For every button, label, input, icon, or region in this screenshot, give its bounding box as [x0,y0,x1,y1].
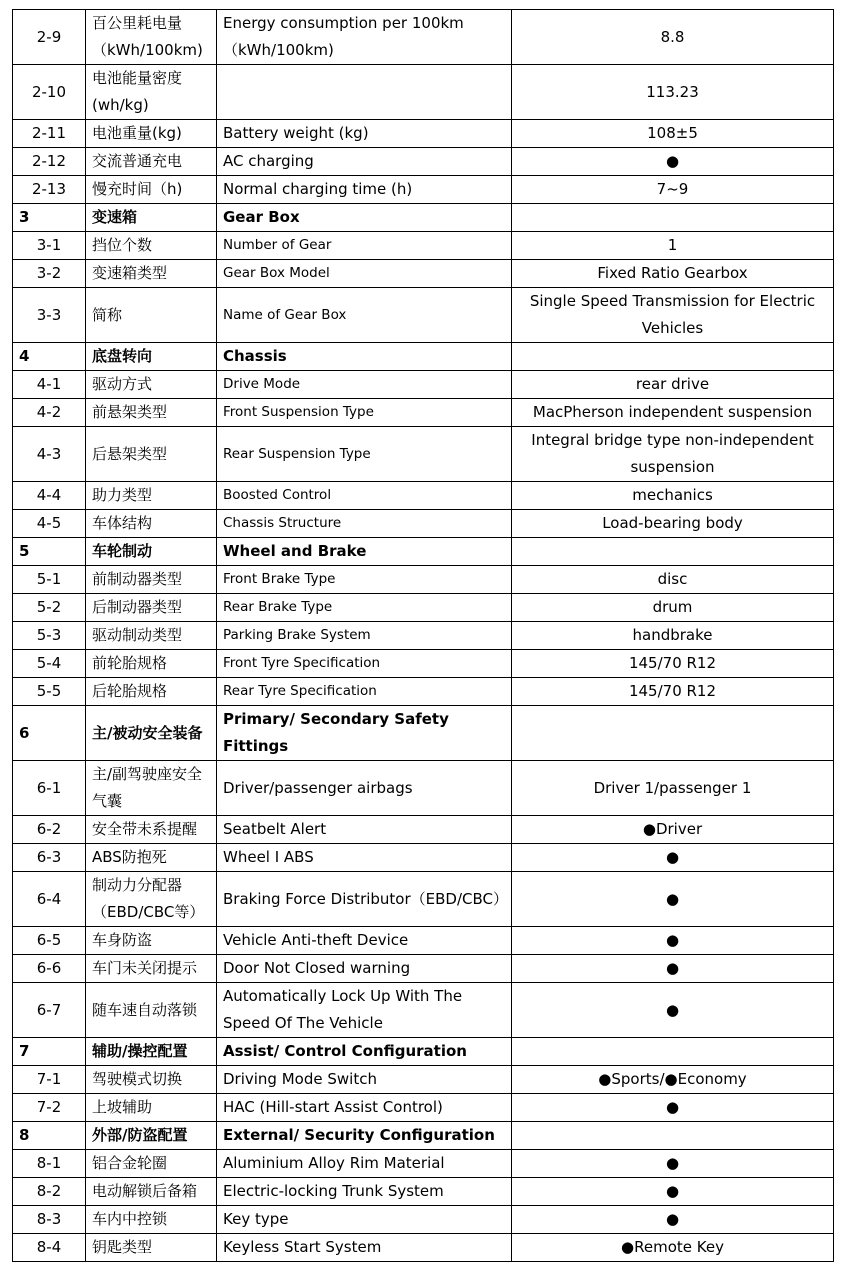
section-row [13,204,834,232]
spec-value: ● [512,844,834,872]
spec-value: 8.8 [512,10,834,65]
chinese-name: 驱动制动类型 [86,622,217,650]
spec-value: Load-bearing body [512,510,834,538]
chinese-name: 上坡辅助 [86,1094,217,1122]
chinese-name: 变速箱类型 [86,260,217,288]
item-number: 5-4 [13,650,86,678]
spec-value [512,204,834,232]
section-row [13,706,834,761]
english-name: Front Brake Type [217,566,512,594]
english-name: Gear Box Model [217,260,512,288]
english-name: Seatbelt Alert [217,816,512,844]
english-name: Rear Suspension Type [217,427,512,482]
english-name: Number of Gear [217,232,512,260]
item-number: 6-5 [13,927,86,955]
spec-value: 108±5 [512,120,834,148]
chinese-name: 前制动器类型 [86,566,217,594]
table-row [13,65,834,120]
english-name: Energy consumption per 100km （kWh/100km) [217,10,512,65]
spec-value: ● [512,927,834,955]
item-number: 2-12 [13,148,86,176]
table-row [13,399,834,427]
chinese-name: 助力类型 [86,482,217,510]
table-row [13,1094,834,1122]
chinese-name: 后制动器类型 [86,594,217,622]
item-number: 3-2 [13,260,86,288]
spec-value: ● [512,1206,834,1234]
english-name: Braking Force Distributor（EBD/CBC） [217,872,512,927]
item-number: 5-1 [13,566,86,594]
chinese-name: 主/被动安全装备 [86,706,217,761]
item-number: 4-1 [13,371,86,399]
chinese-name: 主/副驾驶座安全气囊 [86,761,217,816]
chinese-name: 电池能量密度(wh/kg) [86,65,217,120]
english-name: Normal charging time (h) [217,176,512,204]
item-number: 3-1 [13,232,86,260]
english-name: Battery weight (kg) [217,120,512,148]
english-name: Wheel and Brake [217,538,512,566]
table-row [13,844,834,872]
table-row [13,260,834,288]
item-number: 6-4 [13,872,86,927]
table-row [13,955,834,983]
item-number: 4 [13,343,86,371]
chinese-name: 变速箱 [86,204,217,232]
spec-sheet [12,9,833,1262]
chinese-name: 车内中控锁 [86,1206,217,1234]
spec-value: ● [512,983,834,1038]
section-row [13,1122,834,1150]
chinese-name: 简称 [86,288,217,343]
english-name: Gear Box [217,204,512,232]
item-number: 6-3 [13,844,86,872]
item-number: 8-2 [13,1178,86,1206]
chinese-name: 挡位个数 [86,232,217,260]
specification-table-body [13,10,834,1262]
chinese-name: 百公里耗电量（kWh/100km) [86,10,217,65]
item-number: 5-2 [13,594,86,622]
chinese-name: 驱动方式 [86,371,217,399]
spec-value [512,538,834,566]
table-row [13,650,834,678]
english-name: Aluminium Alloy Rim Material [217,1150,512,1178]
item-number: 4-2 [13,399,86,427]
table-row [13,1178,834,1206]
table-row [13,232,834,260]
item-number: 6-2 [13,816,86,844]
item-number: 7-1 [13,1066,86,1094]
spec-value: ● [512,872,834,927]
table-row [13,176,834,204]
section-row [13,343,834,371]
english-name: Primary/ Secondary Safety Fittings [217,706,512,761]
spec-value: 145/70 R12 [512,650,834,678]
english-name: Door Not Closed warning [217,955,512,983]
table-row [13,816,834,844]
chinese-name: 前悬架类型 [86,399,217,427]
item-number: 7-2 [13,1094,86,1122]
spec-value [512,1122,834,1150]
spec-value: ● [512,1178,834,1206]
table-row [13,761,834,816]
chinese-name: 交流普通充电 [86,148,217,176]
chinese-name: 驾驶模式切换 [86,1066,217,1094]
english-name: Front Tyre Specification [217,650,512,678]
spec-value: handbrake [512,622,834,650]
item-number: 2-11 [13,120,86,148]
spec-value: ●Sports/●Economy [512,1066,834,1094]
spec-value [512,1038,834,1066]
table-row [13,983,834,1038]
chinese-name: 辅助/操控配置 [86,1038,217,1066]
spec-value: rear drive [512,371,834,399]
specification-table [12,9,834,1262]
item-number: 3 [13,204,86,232]
table-row [13,1150,834,1178]
english-name: Driver/passenger airbags [217,761,512,816]
spec-value: disc [512,566,834,594]
item-number: 3-3 [13,288,86,343]
spec-value: mechanics [512,482,834,510]
table-row [13,371,834,399]
item-number: 7 [13,1038,86,1066]
table-row [13,1066,834,1094]
english-name: Boosted Control [217,482,512,510]
table-row [13,678,834,706]
spec-value: drum [512,594,834,622]
spec-value [512,343,834,371]
item-number: 4-5 [13,510,86,538]
table-row [13,482,834,510]
table-row [13,10,834,65]
english-name: Electric-locking Trunk System [217,1178,512,1206]
item-number: 2-10 [13,65,86,120]
table-row [13,427,834,482]
chinese-name: 制动力分配器（EBD/CBC等） [86,872,217,927]
table-row [13,566,834,594]
item-number: 8-4 [13,1234,86,1262]
item-number: 4-3 [13,427,86,482]
english-name: Drive Mode [217,371,512,399]
english-name: Parking Brake System [217,622,512,650]
item-number: 4-4 [13,482,86,510]
chinese-name: 外部/防盗配置 [86,1122,217,1150]
chinese-name: 底盘转向 [86,343,217,371]
english-name: Name of Gear Box [217,288,512,343]
spec-value: 113.23 [512,65,834,120]
spec-value: ● [512,148,834,176]
item-number: 5-5 [13,678,86,706]
item-number: 8-3 [13,1206,86,1234]
chinese-name: 后轮胎规格 [86,678,217,706]
english-name: Key type [217,1206,512,1234]
english-name: Keyless Start System [217,1234,512,1262]
table-row [13,148,834,176]
english-name: Rear Brake Type [217,594,512,622]
spec-value: MacPherson independent suspension [512,399,834,427]
english-name: Assist/ Control Configuration [217,1038,512,1066]
item-number: 2-13 [13,176,86,204]
chinese-name: ABS防抱死 [86,844,217,872]
item-number: 5 [13,538,86,566]
english-name: Vehicle Anti-theft Device [217,927,512,955]
section-row [13,1038,834,1066]
spec-value: 1 [512,232,834,260]
table-row [13,1206,834,1234]
english-name: Automatically Lock Up With The Speed Of The Vehicle [217,983,512,1038]
chinese-name: 慢充时间（h) [86,176,217,204]
english-name: AC charging [217,148,512,176]
chinese-name: 随车速自动落锁 [86,983,217,1038]
english-name: Driving Mode Switch [217,1066,512,1094]
spec-value: ● [512,1150,834,1178]
spec-value: 7~9 [512,176,834,204]
spec-value: Driver 1/passenger 1 [512,761,834,816]
table-row [13,622,834,650]
chinese-name: 电池重量(kg) [86,120,217,148]
item-number: 6 [13,706,86,761]
spec-value: Fixed Ratio Gearbox [512,260,834,288]
item-number: 8-1 [13,1150,86,1178]
spec-value: Integral bridge type non-independent suspension [512,427,834,482]
spec-value [512,706,834,761]
table-row [13,288,834,343]
spec-value: ●Remote Key [512,1234,834,1262]
chinese-name: 车门未关闭提示 [86,955,217,983]
chinese-name: 铝合金轮圈 [86,1150,217,1178]
spec-value: ●Driver [512,816,834,844]
item-number: 6-6 [13,955,86,983]
table-row [13,120,834,148]
english-name: Chassis Structure [217,510,512,538]
table-row [13,927,834,955]
english-name: Rear Tyre Specification [217,678,512,706]
chinese-name: 电动解锁后备箱 [86,1178,217,1206]
chinese-name: 钥匙类型 [86,1234,217,1262]
english-name [217,65,512,120]
table-row [13,1234,834,1262]
table-row [13,594,834,622]
english-name: HAC (Hill-start Assist Control) [217,1094,512,1122]
spec-value: 145/70 R12 [512,678,834,706]
table-row [13,872,834,927]
item-number: 6-7 [13,983,86,1038]
spec-value: Single Speed Transmission for Electric Vehicles [512,288,834,343]
chinese-name: 车轮制动 [86,538,217,566]
chinese-name: 车身防盗 [86,927,217,955]
item-number: 5-3 [13,622,86,650]
english-name: Front Suspension Type [217,399,512,427]
section-row [13,538,834,566]
item-number: 6-1 [13,761,86,816]
chinese-name: 后悬架类型 [86,427,217,482]
chinese-name: 前轮胎规格 [86,650,217,678]
table-row [13,510,834,538]
spec-value: ● [512,1094,834,1122]
item-number: 2-9 [13,10,86,65]
english-name: Wheel I ABS [217,844,512,872]
english-name: Chassis [217,343,512,371]
item-number: 8 [13,1122,86,1150]
english-name: External/ Security Configuration [217,1122,512,1150]
spec-value: ● [512,955,834,983]
chinese-name: 安全带未系提醒 [86,816,217,844]
chinese-name: 车体结构 [86,510,217,538]
